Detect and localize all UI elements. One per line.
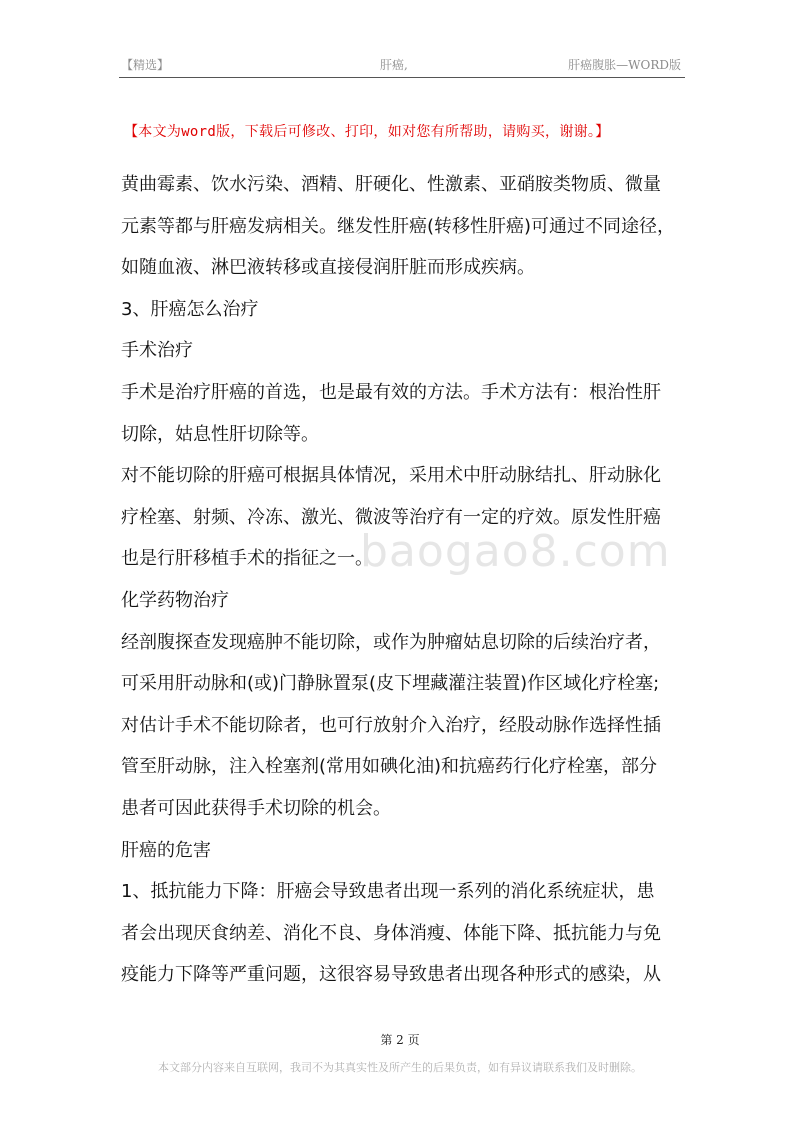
page-header [121, 56, 686, 76]
section-heading: 3、肝癌怎么治疗 [121, 298, 259, 320]
body-line: 管至肝动脉，注入栓塞剂(常用如碘化油)和抗癌药行化疗栓塞，部分 [121, 756, 658, 778]
body-line: 对不能切除的肝癌可根据具体情况，采用术中肝动脉结扎、肝动脉化 [121, 465, 661, 487]
body-line: 切除，姑息性肝切除等。 [121, 423, 319, 445]
body-line: 疫能力下降等严重问题，这很容易导致患者出现各种形式的感染，从 [121, 964, 661, 986]
body-line: 疗栓塞、射频、冷冻、激光、微波等治疗有一定的疗效。原发性肝癌 [121, 506, 661, 528]
document-body [121, 164, 681, 996]
footer-disclaimer: 本文部分内容来自互联网，我司不为其真实性及所产生的后果负责，如有异议请联系我们及时删除。 [158, 1061, 642, 1074]
body-line: 黄曲霉素、饮水污染、酒精、肝硬化、性激素、亚硝胺类物质、微量 [121, 174, 661, 195]
download-notice: 【本文为word版，下载后可修改、打印，如对您有所帮助，请购买，谢谢。】 [124, 124, 610, 140]
body-line: 1、抵抗能力下降：肝癌会导致患者出现一系列的消化系统症状，患 [121, 881, 655, 903]
header-right-label: 肝癌腹胀—WORD版 [568, 58, 681, 72]
body-line: 患者可因此获得手术切除的机会。 [121, 797, 391, 819]
body-line: 如随血液、淋巴液转移或直接侵润肝脏而形成疾病。 [121, 257, 535, 279]
header-divider [119, 77, 685, 78]
watermark: baogao8.com [360, 526, 671, 577]
body-line: 也是行肝移植手术的指征之一。 [121, 548, 373, 570]
body-line: 可采用肝动脉和(或)门静脉置泵(皮下埋藏灌注装置)作区域化疗栓塞; [121, 673, 660, 695]
page-number: 第 2 页 [380, 1033, 420, 1047]
body-line: 经剖腹探查发现癌肿不能切除，或作为肿瘤姑息切除的后续治疗者， [121, 631, 661, 653]
body-line: 元素等都与肝癌发病相关。继发性肝癌(转移性肝癌)可通过不同途径， [121, 215, 676, 237]
header-center-label: 肝癌, [380, 58, 408, 72]
body-line: 手术是治疗肝癌的首选，也是最有效的方法。手术方法有：根治性肝 [121, 381, 661, 403]
subheading: 手术治疗 [121, 340, 193, 362]
body-line: 者会出现厌食纳差、消化不良、身体消瘦、体能下降、抵抗能力与免 [121, 922, 661, 944]
header-left-label: 【精选】 [121, 58, 170, 72]
subheading: 化学药物治疗 [121, 589, 229, 611]
body-line: 对估计手术不能切除者，也可行放射介入治疗，经股动脉作选择性插 [121, 714, 661, 736]
subheading: 肝癌的危害 [121, 839, 211, 861]
